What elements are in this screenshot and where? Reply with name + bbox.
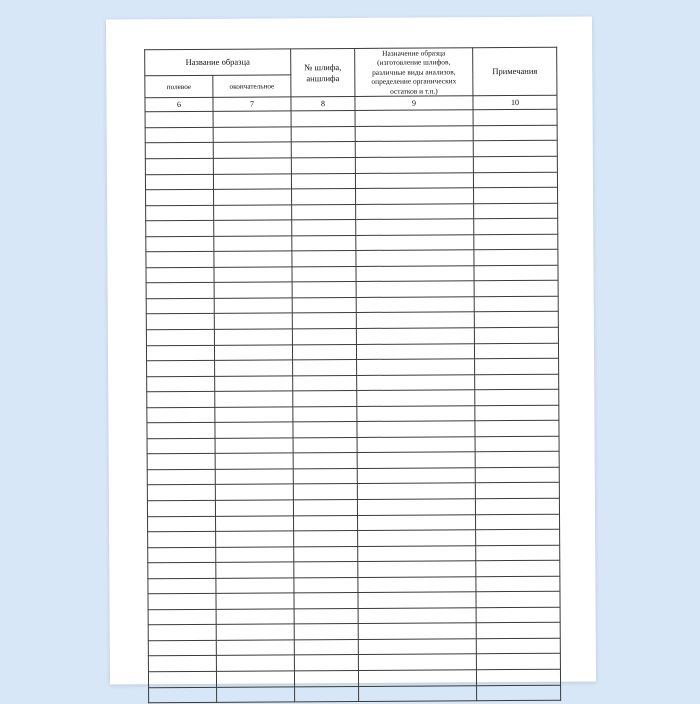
table-cell[interactable] bbox=[475, 483, 559, 499]
table-cell[interactable] bbox=[292, 282, 356, 298]
table-cell[interactable] bbox=[294, 670, 358, 686]
table-cell[interactable] bbox=[356, 250, 474, 266]
table-cell[interactable] bbox=[294, 639, 358, 655]
table-cell[interactable] bbox=[214, 267, 292, 283]
table-cell[interactable] bbox=[146, 283, 214, 299]
table-cell[interactable] bbox=[215, 469, 293, 485]
table-cell[interactable] bbox=[215, 438, 293, 454]
table-cell[interactable] bbox=[358, 639, 476, 655]
table-cell[interactable] bbox=[148, 656, 216, 672]
table-cell[interactable] bbox=[146, 345, 214, 361]
table-cell[interactable] bbox=[474, 343, 558, 359]
table-cell[interactable] bbox=[355, 141, 473, 157]
table-cell[interactable] bbox=[292, 328, 356, 344]
table-cell[interactable] bbox=[217, 686, 295, 702]
table-cell[interactable] bbox=[214, 251, 292, 267]
table-cell[interactable] bbox=[475, 374, 559, 390]
table-cell[interactable] bbox=[475, 467, 559, 483]
table-cell[interactable] bbox=[148, 640, 216, 656]
header-row-main bbox=[145, 47, 557, 76]
table-cell[interactable] bbox=[356, 234, 474, 250]
table-cell[interactable] bbox=[359, 685, 477, 701]
table-cell[interactable] bbox=[147, 392, 215, 408]
table-cell[interactable] bbox=[292, 189, 356, 205]
table-cell[interactable] bbox=[293, 422, 357, 438]
table-cell[interactable] bbox=[474, 281, 558, 297]
table-cell[interactable] bbox=[356, 297, 474, 313]
table-cell[interactable] bbox=[292, 251, 356, 267]
table-cell[interactable] bbox=[473, 156, 557, 172]
table-cell[interactable] bbox=[292, 220, 356, 236]
table-cell[interactable] bbox=[358, 545, 476, 561]
table-cell[interactable] bbox=[291, 111, 355, 127]
table-cell[interactable] bbox=[358, 561, 476, 577]
table-cell[interactable] bbox=[475, 358, 559, 374]
table-cell[interactable] bbox=[475, 405, 559, 421]
table-cell[interactable] bbox=[215, 484, 293, 500]
table-cell[interactable] bbox=[147, 485, 215, 501]
table-cell[interactable] bbox=[214, 189, 292, 205]
table-cell[interactable] bbox=[145, 112, 213, 128]
table-cell[interactable] bbox=[291, 157, 355, 173]
table-cell[interactable] bbox=[145, 127, 213, 143]
table-cell[interactable] bbox=[215, 453, 293, 469]
table-cell[interactable] bbox=[474, 327, 558, 343]
header-sample-name-final: окончательное bbox=[213, 75, 291, 97]
table-cell[interactable] bbox=[147, 407, 215, 423]
table-cell[interactable] bbox=[474, 187, 558, 203]
header-thin-section: № шлифа, аншлифа bbox=[291, 48, 355, 97]
table-cell[interactable] bbox=[148, 625, 216, 641]
table-cell[interactable] bbox=[216, 547, 294, 563]
table-cell[interactable] bbox=[356, 203, 474, 219]
table-cell[interactable] bbox=[474, 203, 558, 219]
table-cell[interactable] bbox=[216, 562, 294, 578]
table-cell[interactable] bbox=[476, 669, 560, 685]
table-cell[interactable] bbox=[148, 578, 216, 594]
table-cell[interactable] bbox=[357, 483, 475, 499]
header-sample-name-field: полевое bbox=[145, 76, 213, 98]
table-cell[interactable] bbox=[356, 328, 474, 344]
table-cell[interactable] bbox=[475, 452, 559, 468]
table-cell[interactable] bbox=[355, 126, 473, 142]
table-cell[interactable] bbox=[147, 438, 215, 454]
table-cell[interactable] bbox=[294, 531, 358, 547]
table-cell[interactable] bbox=[214, 329, 292, 345]
table-cell[interactable] bbox=[293, 499, 357, 515]
register-table-container bbox=[144, 47, 560, 704]
table-cell[interactable] bbox=[214, 313, 292, 329]
table-cell[interactable] bbox=[356, 312, 474, 328]
table-cell[interactable] bbox=[216, 609, 294, 625]
table-cell[interactable] bbox=[215, 391, 293, 407]
header-purpose: Назначение образца (изготовление шлифов, различные виды анализов, определение органических остатков и т.п.) bbox=[355, 48, 473, 97]
register-table bbox=[144, 47, 561, 704]
table-cell[interactable] bbox=[357, 390, 475, 406]
table-cell[interactable] bbox=[474, 265, 558, 281]
table-cell[interactable] bbox=[475, 436, 559, 452]
table-cell[interactable] bbox=[294, 515, 358, 531]
table-cell[interactable] bbox=[216, 531, 294, 547]
table-cell[interactable] bbox=[214, 344, 292, 360]
table-cell[interactable] bbox=[293, 391, 357, 407]
table-cell[interactable] bbox=[357, 468, 475, 484]
table-body bbox=[145, 110, 561, 703]
table-cell[interactable] bbox=[215, 360, 293, 376]
table-cell[interactable] bbox=[292, 344, 356, 360]
table-cell[interactable] bbox=[292, 266, 356, 282]
table-cell[interactable] bbox=[294, 546, 358, 562]
table-cell[interactable] bbox=[149, 687, 217, 703]
table-cell[interactable] bbox=[474, 249, 558, 265]
table-cell[interactable] bbox=[474, 234, 558, 250]
table-cell[interactable] bbox=[146, 189, 214, 205]
table-row[interactable] bbox=[149, 685, 561, 703]
table-cell[interactable] bbox=[292, 313, 356, 329]
table-cell[interactable] bbox=[294, 562, 358, 578]
table-cell[interactable] bbox=[148, 594, 216, 610]
table-cell[interactable] bbox=[147, 360, 215, 376]
table-cell[interactable] bbox=[294, 608, 358, 624]
table-cell[interactable] bbox=[474, 218, 558, 234]
table-cell[interactable] bbox=[356, 343, 474, 359]
table-cell[interactable] bbox=[476, 576, 560, 592]
table-cell[interactable] bbox=[214, 204, 292, 220]
table-cell[interactable] bbox=[216, 655, 294, 671]
table-cell[interactable] bbox=[215, 500, 293, 516]
table-cell[interactable] bbox=[148, 547, 216, 563]
document-page bbox=[106, 17, 596, 685]
column-number-10: 10 bbox=[473, 96, 557, 111]
table-cell[interactable] bbox=[476, 592, 560, 608]
table-cell[interactable] bbox=[294, 624, 358, 640]
table-cell[interactable] bbox=[146, 329, 214, 345]
table-cell[interactable] bbox=[293, 468, 357, 484]
table-cell[interactable] bbox=[292, 235, 356, 251]
table-cell[interactable] bbox=[355, 172, 473, 188]
table-cell[interactable] bbox=[214, 236, 292, 252]
table-cell[interactable] bbox=[473, 172, 557, 188]
table-cell[interactable] bbox=[216, 640, 294, 656]
table-cell[interactable] bbox=[357, 405, 475, 421]
table-cell[interactable] bbox=[214, 282, 292, 298]
table-cell[interactable] bbox=[293, 484, 357, 500]
table-cell[interactable] bbox=[215, 422, 293, 438]
table-cell[interactable] bbox=[358, 654, 476, 670]
header-sample-name: Название образца bbox=[145, 49, 291, 76]
table-cell[interactable] bbox=[146, 267, 214, 283]
table-cell[interactable] bbox=[358, 670, 476, 686]
table-cell[interactable] bbox=[292, 204, 356, 220]
table-cell[interactable] bbox=[293, 360, 357, 376]
table-cell[interactable] bbox=[358, 530, 476, 546]
table-cell[interactable] bbox=[216, 624, 294, 640]
table-cell[interactable] bbox=[294, 593, 358, 609]
table-cell[interactable] bbox=[476, 545, 560, 561]
table-cell[interactable] bbox=[356, 219, 474, 235]
table-cell[interactable] bbox=[357, 452, 475, 468]
table-cell[interactable] bbox=[476, 514, 560, 530]
table-cell[interactable] bbox=[216, 515, 294, 531]
table-cell[interactable] bbox=[356, 281, 474, 297]
table-cell[interactable] bbox=[148, 531, 216, 547]
table-cell[interactable] bbox=[215, 375, 293, 391]
table-cell[interactable] bbox=[356, 266, 474, 282]
table-cell[interactable] bbox=[146, 252, 214, 268]
table-cell[interactable] bbox=[473, 141, 557, 157]
table-cell[interactable] bbox=[291, 142, 355, 158]
table-cell[interactable] bbox=[476, 529, 560, 545]
table-cell[interactable] bbox=[214, 298, 292, 314]
table-cell[interactable] bbox=[356, 188, 474, 204]
table-cell[interactable] bbox=[147, 469, 215, 485]
table-cell[interactable] bbox=[476, 623, 560, 639]
column-number-6: 6 bbox=[145, 98, 213, 112]
table-cell[interactable] bbox=[213, 127, 291, 143]
table-cell[interactable] bbox=[292, 297, 356, 313]
table-cell[interactable] bbox=[355, 157, 473, 173]
table-cell[interactable] bbox=[148, 609, 216, 625]
table-cell[interactable] bbox=[216, 593, 294, 609]
table-cell[interactable] bbox=[293, 437, 357, 453]
table-cell[interactable] bbox=[477, 685, 561, 701]
table-cell[interactable] bbox=[474, 296, 558, 312]
table-cell[interactable] bbox=[213, 111, 291, 127]
table-cell[interactable] bbox=[213, 142, 291, 158]
table-cell[interactable] bbox=[216, 671, 294, 687]
table-cell[interactable] bbox=[473, 110, 557, 126]
table-cell[interactable] bbox=[147, 376, 215, 392]
table-cell[interactable] bbox=[147, 423, 215, 439]
table-cell[interactable] bbox=[357, 499, 475, 515]
column-number-7: 7 bbox=[213, 97, 291, 111]
table-cell[interactable] bbox=[147, 500, 215, 516]
table-cell[interactable] bbox=[148, 671, 216, 687]
table-cell[interactable] bbox=[214, 220, 292, 236]
table-cell[interactable] bbox=[293, 406, 357, 422]
table-cell[interactable] bbox=[475, 389, 559, 405]
table-cell[interactable] bbox=[215, 407, 293, 423]
table-cell[interactable] bbox=[146, 205, 214, 221]
table-cell[interactable] bbox=[291, 173, 355, 189]
table-cell[interactable] bbox=[358, 514, 476, 530]
table-cell[interactable] bbox=[291, 126, 355, 142]
table-cell[interactable] bbox=[474, 312, 558, 328]
table-cell[interactable] bbox=[146, 314, 214, 330]
table-cell[interactable] bbox=[293, 453, 357, 469]
table-cell[interactable] bbox=[357, 359, 475, 375]
table-cell[interactable] bbox=[146, 298, 214, 314]
table-cell[interactable] bbox=[476, 654, 560, 670]
table-cell[interactable] bbox=[358, 576, 476, 592]
table-cell[interactable] bbox=[475, 421, 559, 437]
column-number-9: 9 bbox=[355, 96, 473, 111]
table-cell[interactable] bbox=[145, 143, 213, 159]
table-cell[interactable] bbox=[355, 110, 473, 126]
table-cell[interactable] bbox=[294, 655, 358, 671]
table-cell[interactable] bbox=[216, 578, 294, 594]
table-cell[interactable] bbox=[146, 236, 214, 252]
table-cell[interactable] bbox=[358, 608, 476, 624]
table-cell[interactable] bbox=[148, 516, 216, 532]
table-cell[interactable] bbox=[148, 563, 216, 579]
table-cell[interactable] bbox=[476, 607, 560, 623]
header-notes: Примечания bbox=[473, 47, 557, 96]
table-cell[interactable] bbox=[146, 221, 214, 237]
table-cell[interactable] bbox=[476, 560, 560, 576]
table-cell[interactable] bbox=[358, 592, 476, 608]
table-cell[interactable] bbox=[145, 174, 213, 190]
column-number-8: 8 bbox=[291, 97, 355, 111]
table-cell[interactable] bbox=[147, 454, 215, 470]
table-cell[interactable] bbox=[357, 421, 475, 437]
table-cell[interactable] bbox=[475, 498, 559, 514]
table-cell[interactable] bbox=[476, 638, 560, 654]
table-cell[interactable] bbox=[473, 125, 557, 141]
table-cell[interactable] bbox=[145, 158, 213, 174]
table-cell[interactable] bbox=[294, 577, 358, 593]
table-cell[interactable] bbox=[213, 173, 291, 189]
table-cell[interactable] bbox=[293, 375, 357, 391]
table-cell[interactable] bbox=[357, 437, 475, 453]
table-cell[interactable] bbox=[358, 623, 476, 639]
table-cell[interactable] bbox=[213, 158, 291, 174]
table-cell[interactable] bbox=[357, 374, 475, 390]
table-header bbox=[145, 47, 557, 112]
